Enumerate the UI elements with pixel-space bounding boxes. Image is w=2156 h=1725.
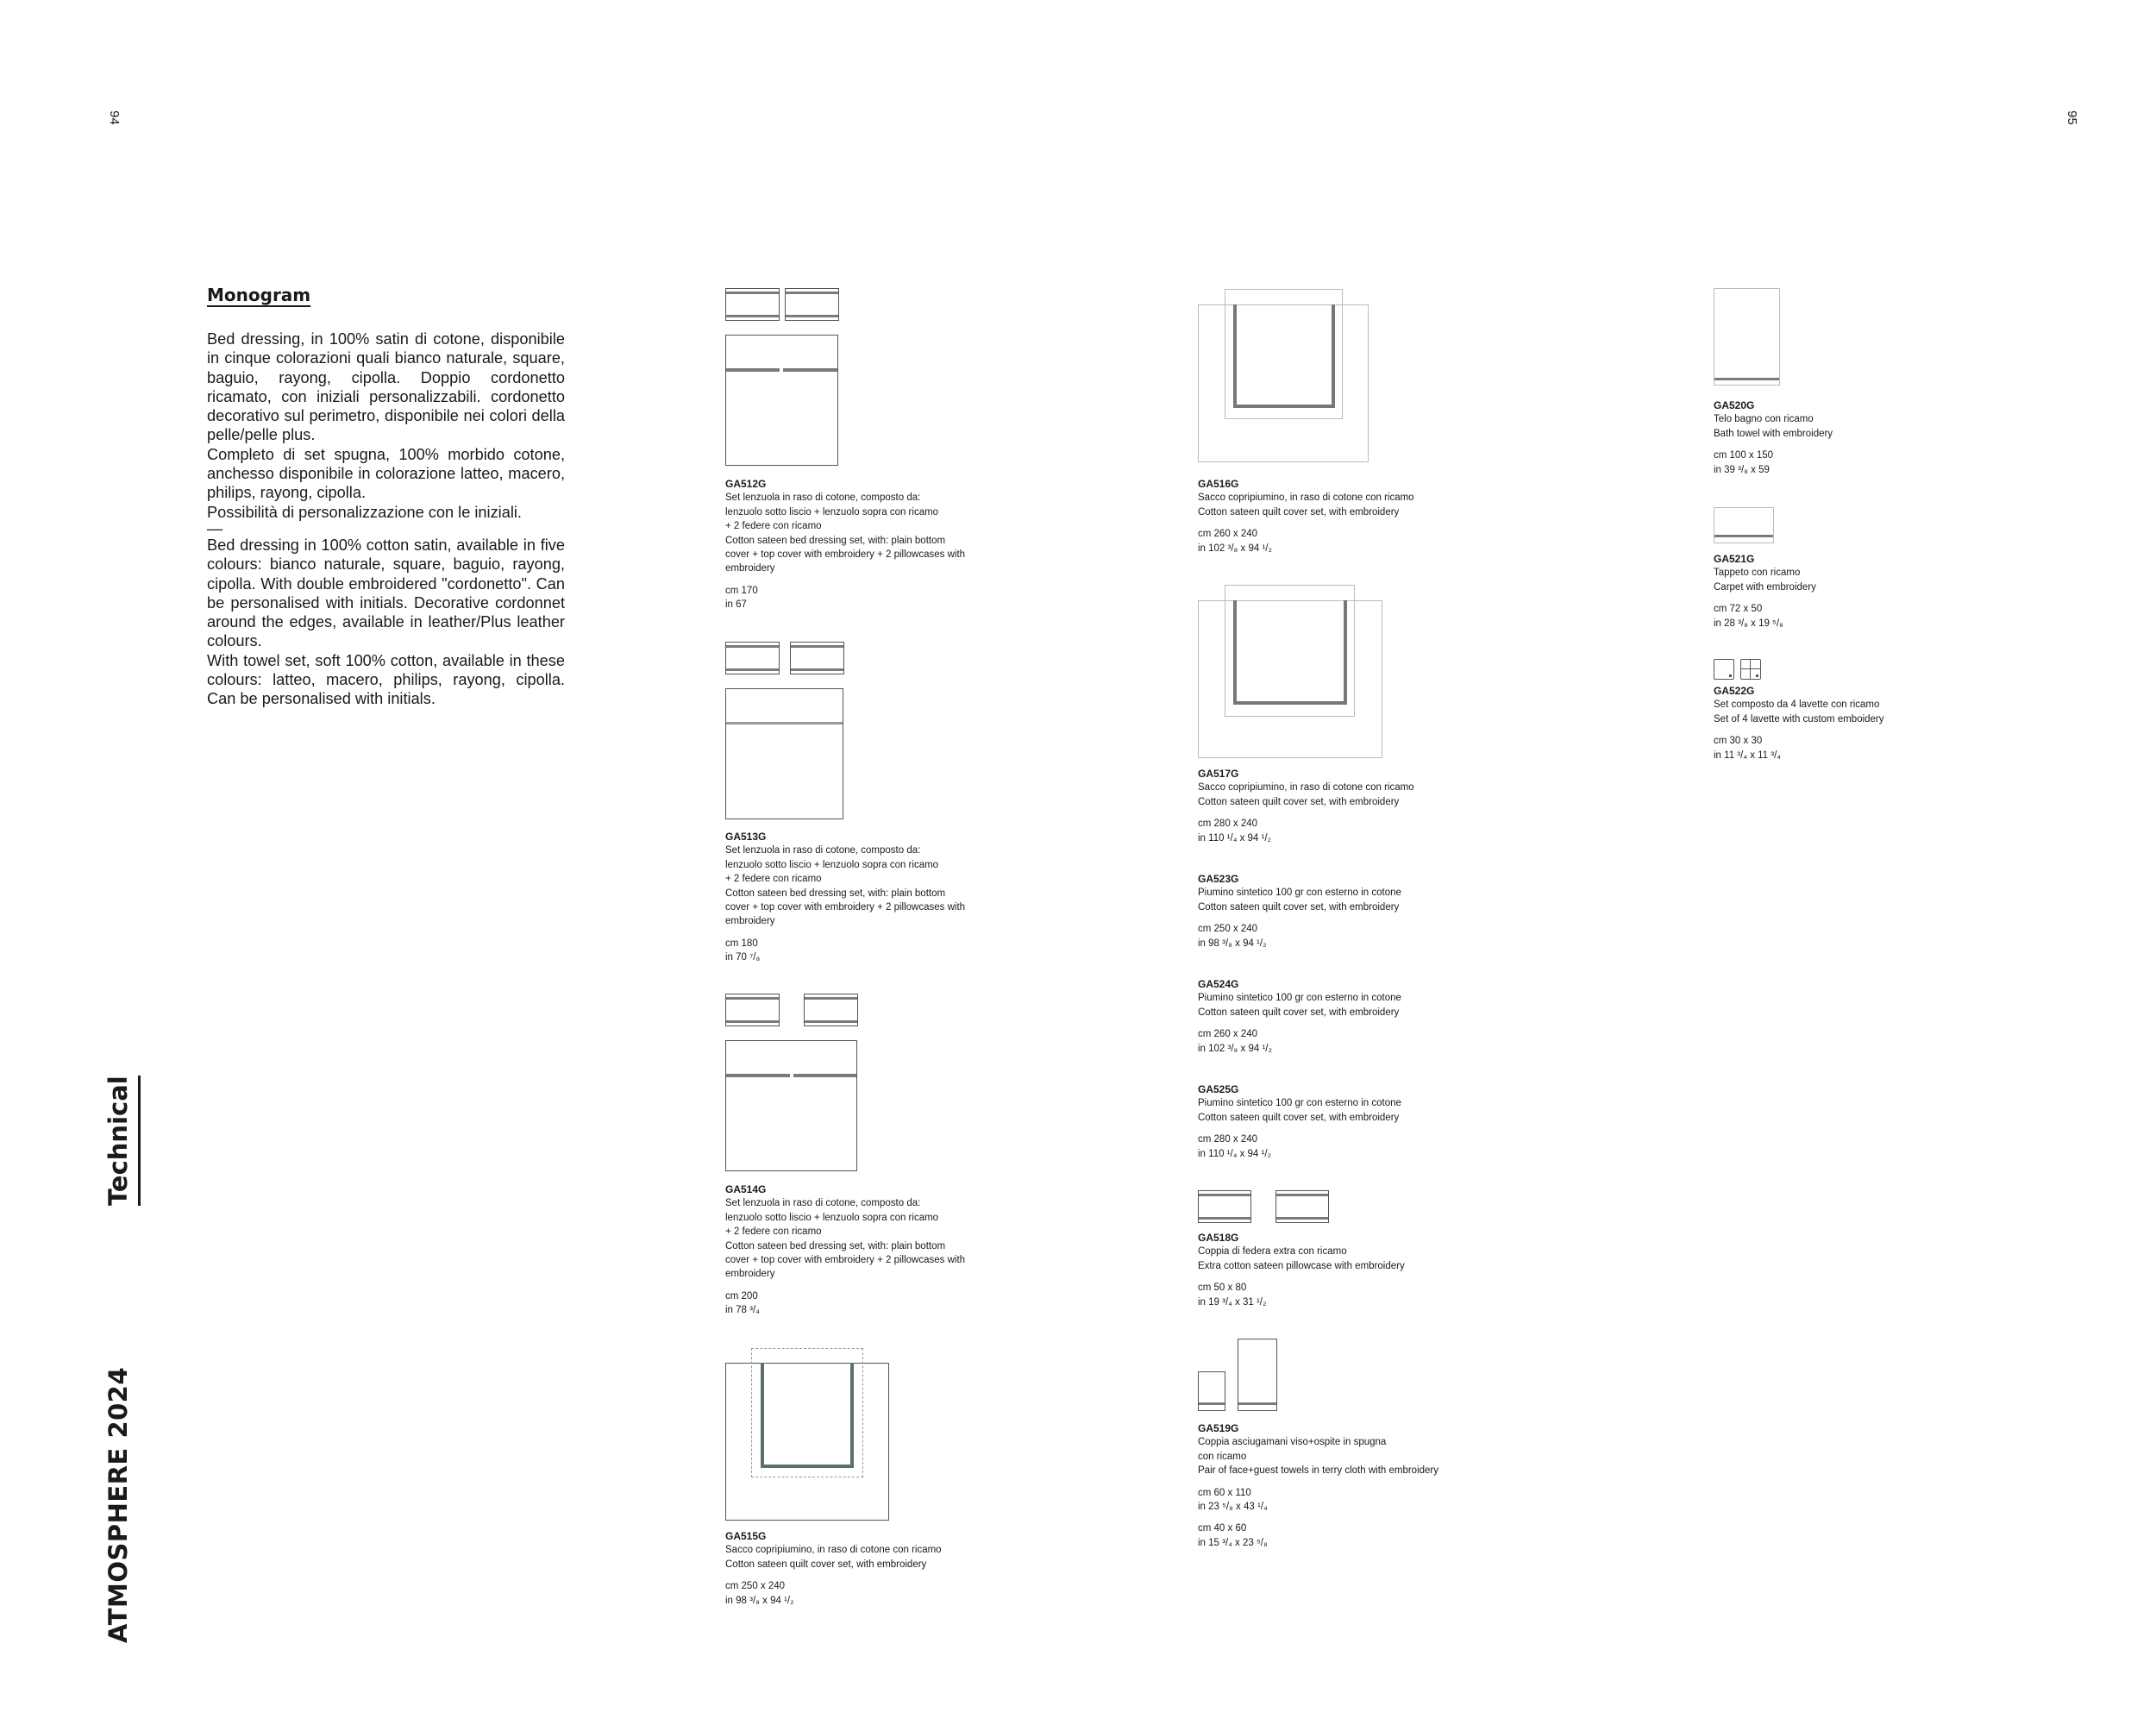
product-ga521g	[1714, 552, 1816, 630]
product-ga513g	[725, 830, 965, 965]
product-ga516g	[1198, 477, 1414, 555]
product-code: GA521G	[1714, 553, 1755, 565]
product-desc-en: embroidery	[725, 563, 775, 574]
product-desc-it: lenzuolo sotto liscio + lenzuolo sopra con ricamo	[725, 859, 939, 870]
product-size-cm: cm 100 x 150	[1714, 450, 1774, 461]
product-desc-en: cover + top cover with embroidery + 2 pillowcases with	[725, 902, 966, 913]
brand-label: ATMOSPHERE 2024	[103, 1366, 133, 1643]
product-code: GA525G	[1198, 1083, 1239, 1095]
product-code: GA519G	[1198, 1422, 1239, 1434]
pillowcase-icon	[725, 288, 780, 321]
product-desc-en: Cotton sateen quilt cover set, with embroidery	[1198, 1007, 1400, 1018]
product-desc-it: Piumino sintetico 100 gr con esterno in cotone	[1198, 993, 1401, 1004]
product-desc-it: + 2 federe con ricamo	[725, 1226, 822, 1238]
product-code: GA512G	[725, 478, 767, 490]
product-size-cm: cm 280 x 240	[1198, 819, 1258, 830]
product-size-cm: cm 260 x 240	[1198, 1029, 1258, 1040]
bath-towel-icon	[1714, 288, 1780, 386]
product-code: GA518G	[1198, 1232, 1239, 1244]
product-desc-en: embroidery	[725, 1269, 775, 1280]
product-size-cm: cm 30 x 30	[1714, 736, 1763, 747]
product-code: GA514G	[725, 1183, 767, 1195]
product-desc-en: Cotton sateen bed dressing set, with: plain bottom	[725, 1240, 946, 1251]
product-desc-en: Pair of face+guest towels in terry cloth with embroidery	[1198, 1465, 1438, 1477]
product-desc-it: Sacco copripiumino, in raso di cotone con ricamo	[725, 1545, 942, 1556]
product-size-cm: cm 40 x 60	[1198, 1523, 1247, 1534]
product-desc-it: lenzuolo sotto liscio + lenzuolo sopra con ricamo	[725, 1212, 939, 1223]
product-size-cm: cm 60 x 110	[1198, 1487, 1251, 1498]
product-code: GA515G	[725, 1530, 767, 1542]
product-desc-it: Set composto da 4 lavette con ricamo	[1714, 699, 1880, 711]
product-desc-it: Set lenzuola in raso di cotone, composto da:	[725, 492, 921, 504]
intro-italian-paragraph-3: Possibilità di personalizzazione con le iniziali.	[207, 503, 522, 521]
product-desc-en: Cotton sateen quilt cover set, with embroidery	[1198, 796, 1400, 807]
product-size-in: in 110 ¹/₄ x 94 ¹/₂	[1198, 1148, 1272, 1159]
product-size-in: in 110 ¹/₄ x 94 ¹/₂	[1198, 832, 1272, 844]
product-ga515g	[725, 1529, 942, 1608]
pillowcase-icon	[725, 994, 780, 1026]
product-size-cm: cm 250 x 240	[725, 1581, 786, 1592]
product-desc-en: Cotton sateen quilt cover set, with embroidery	[725, 1559, 927, 1570]
product-desc-it: Coppia asciugamani viso+ospite in spugna	[1198, 1437, 1387, 1448]
product-size-cm: cm 200	[725, 1290, 758, 1302]
product-ga519g	[1198, 1421, 1438, 1550]
intro-separator: —	[207, 519, 222, 537]
sheet-icon	[725, 688, 843, 819]
product-size-in: in 78 ³/₄	[725, 1305, 760, 1316]
product-size-cm: cm 72 x 50	[1714, 604, 1763, 615]
washcloth-set-icon	[1740, 659, 1761, 680]
product-size-cm: cm 260 x 240	[1198, 529, 1258, 540]
product-desc-it: Set lenzuola in raso di cotone, composto da:	[725, 1198, 921, 1209]
washcloth-icon	[1714, 659, 1734, 680]
product-size-cm: cm 50 x 80	[1198, 1283, 1247, 1294]
product-desc-en: Extra cotton sateen pillowcase with embroidery	[1198, 1260, 1405, 1271]
product-size-in: in 102 ³/₈ x 94 ¹/₂	[1198, 1043, 1272, 1054]
product-desc-en: embroidery	[725, 916, 775, 927]
product-desc-it: Piumino sintetico 100 gr con esterno in cotone	[1198, 888, 1401, 899]
product-desc-en: cover + top cover with embroidery + 2 pillowcases with	[725, 549, 966, 561]
product-desc-it: Coppia di federa extra con ricamo	[1198, 1246, 1347, 1258]
product-ga525g	[1198, 1082, 1401, 1161]
product-desc-en: cover + top cover with embroidery + 2 pillowcases with	[725, 1255, 966, 1266]
product-size-cm: cm 170	[725, 585, 758, 596]
pillowcase-icon	[804, 994, 858, 1026]
product-ga517g	[1198, 767, 1414, 845]
intro-italian-paragraph-2: Completo di set spugna, 100% morbido cotone, anchesso disponibile in colorazione latteo, macero, philips, rayong, cipolla.	[207, 445, 565, 502]
product-ga518g	[1198, 1231, 1405, 1309]
product-code: GA522G	[1714, 685, 1755, 697]
product-desc-it: + 2 federe con ricamo	[725, 521, 822, 532]
product-ga520g	[1714, 398, 1833, 477]
product-desc-it: Tappeto con ricamo	[1714, 568, 1801, 579]
product-desc-en: Cotton sateen bed dressing set, with: plain bottom	[725, 535, 946, 546]
product-code: GA513G	[725, 831, 767, 843]
product-desc-it: con ricamo	[1198, 1451, 1247, 1462]
product-desc-en: Cotton sateen quilt cover set, with embroidery	[1198, 506, 1400, 518]
product-size-in: in 102 ³/₈ x 94 ¹/₂	[1198, 543, 1272, 554]
intro-english-paragraph-2: With towel set, soft 100% cotton, available in these colours: latteo, macero, philips, rayong, cipolla. Can be personalised with initials.	[207, 651, 565, 708]
product-code: GA524G	[1198, 978, 1239, 990]
embroidery-border-icon	[761, 1363, 854, 1468]
product-desc-en: Cotton sateen bed dressing set, with: plain bottom	[725, 888, 946, 899]
face-towel-icon	[1238, 1339, 1277, 1411]
page-number-right: 95	[2064, 110, 2079, 125]
product-size-cm: cm 280 x 240	[1198, 1134, 1258, 1145]
product-size-in: in 39 ³/₈ x 59	[1714, 464, 1770, 475]
pillowcase-icon	[1275, 1190, 1329, 1223]
product-code: GA520G	[1714, 399, 1755, 411]
product-desc-en: Bath towel with embroidery	[1714, 428, 1833, 439]
product-size-in: in 67	[725, 599, 747, 611]
product-ga514g	[725, 1182, 965, 1318]
product-desc-en: Set of 4 lavette with custom emboidery	[1714, 713, 1884, 724]
product-desc-it: Sacco copripiumino, in raso di cotone con ricamo	[1198, 492, 1414, 504]
product-desc-en: Cotton sateen quilt cover set, with embroidery	[1198, 1112, 1400, 1123]
product-code: GA523G	[1198, 873, 1239, 885]
pillowcase-icon	[790, 642, 844, 674]
product-desc-it: Piumino sintetico 100 gr con esterno in cotone	[1198, 1098, 1401, 1109]
intro-block	[207, 285, 565, 709]
product-desc-en: Cotton sateen quilt cover set, with embroidery	[1198, 901, 1400, 913]
product-size-in: in 70 ⁷/₈	[725, 952, 761, 963]
product-size-in: in 19 ³/₄ x 31 ¹/₂	[1198, 1296, 1267, 1308]
product-desc-it: Telo bagno con ricamo	[1714, 414, 1814, 425]
intro-italian-paragraph-1: Bed dressing, in 100% satin di cotone, disponibile in cinque colorazioni quali bianco naturale, square, baguio, rayong, cipolla. Doppio cordonetto ricamato, con iniziali personalizzabili. cordonetto decorativo sul perimetro, disponibile nei colori della pelle/pelle plus.	[207, 330, 565, 444]
product-size-in: in 28 ³/₈ x 19 ⁵/₈	[1714, 618, 1783, 629]
guest-towel-icon	[1198, 1371, 1225, 1411]
product-ga524g	[1198, 977, 1401, 1056]
embroidery-border-icon	[1233, 304, 1335, 408]
product-code: GA516G	[1198, 478, 1239, 490]
product-ga523g	[1198, 872, 1401, 950]
product-desc-it: + 2 federe con ricamo	[725, 874, 822, 885]
pillowcase-icon	[725, 642, 780, 674]
embroidery-border-icon	[1233, 600, 1347, 705]
product-ga512g	[725, 477, 965, 612]
product-size-in: in 98 ³/₈ x 94 ¹/₂	[1198, 938, 1267, 949]
product-size-in: in 15 ³/₄ x 23 ⁵/₈	[1198, 1537, 1268, 1548]
product-size-in: in 23 ⁵/₈ x 43 ¹/₄	[1198, 1502, 1268, 1513]
product-size-in: in 98 ³/₈ x 94 ¹/₂	[725, 1595, 794, 1606]
sheet-icon	[725, 335, 838, 466]
section-label: Technical	[103, 1076, 141, 1206]
page-number-left: 94	[106, 110, 122, 125]
product-size-cm: cm 250 x 240	[1198, 924, 1258, 935]
product-code: GA517G	[1198, 768, 1239, 780]
product-size-cm: cm 180	[725, 938, 758, 949]
intro-english-paragraph-1: Bed dressing in 100% cotton satin, available in five colours: bianco naturale, square, baguio, rayong, cipolla. With double embroidered "cordonetto". Can be personalised with initials. Decorative cordonnet around the edges, available in leather/Plus leather colours.	[207, 536, 565, 650]
product-ga522g	[1714, 684, 1884, 762]
pillowcase-icon	[1198, 1190, 1251, 1223]
intro-title: Monogram	[207, 285, 311, 305]
product-desc-it: Sacco copripiumino, in raso di cotone con ricamo	[1198, 782, 1414, 794]
product-size-in: in 11 ³/₄ x 11 ³/₄	[1714, 750, 1781, 761]
bath-mat-icon	[1714, 507, 1774, 543]
product-desc-it: Set lenzuola in raso di cotone, composto da:	[725, 845, 921, 856]
product-desc-en: Carpet with embroidery	[1714, 581, 1816, 593]
pillowcase-icon	[785, 288, 839, 321]
product-desc-it: lenzuolo sotto liscio + lenzuolo sopra con ricamo	[725, 506, 939, 518]
sheet-icon	[725, 1040, 857, 1171]
